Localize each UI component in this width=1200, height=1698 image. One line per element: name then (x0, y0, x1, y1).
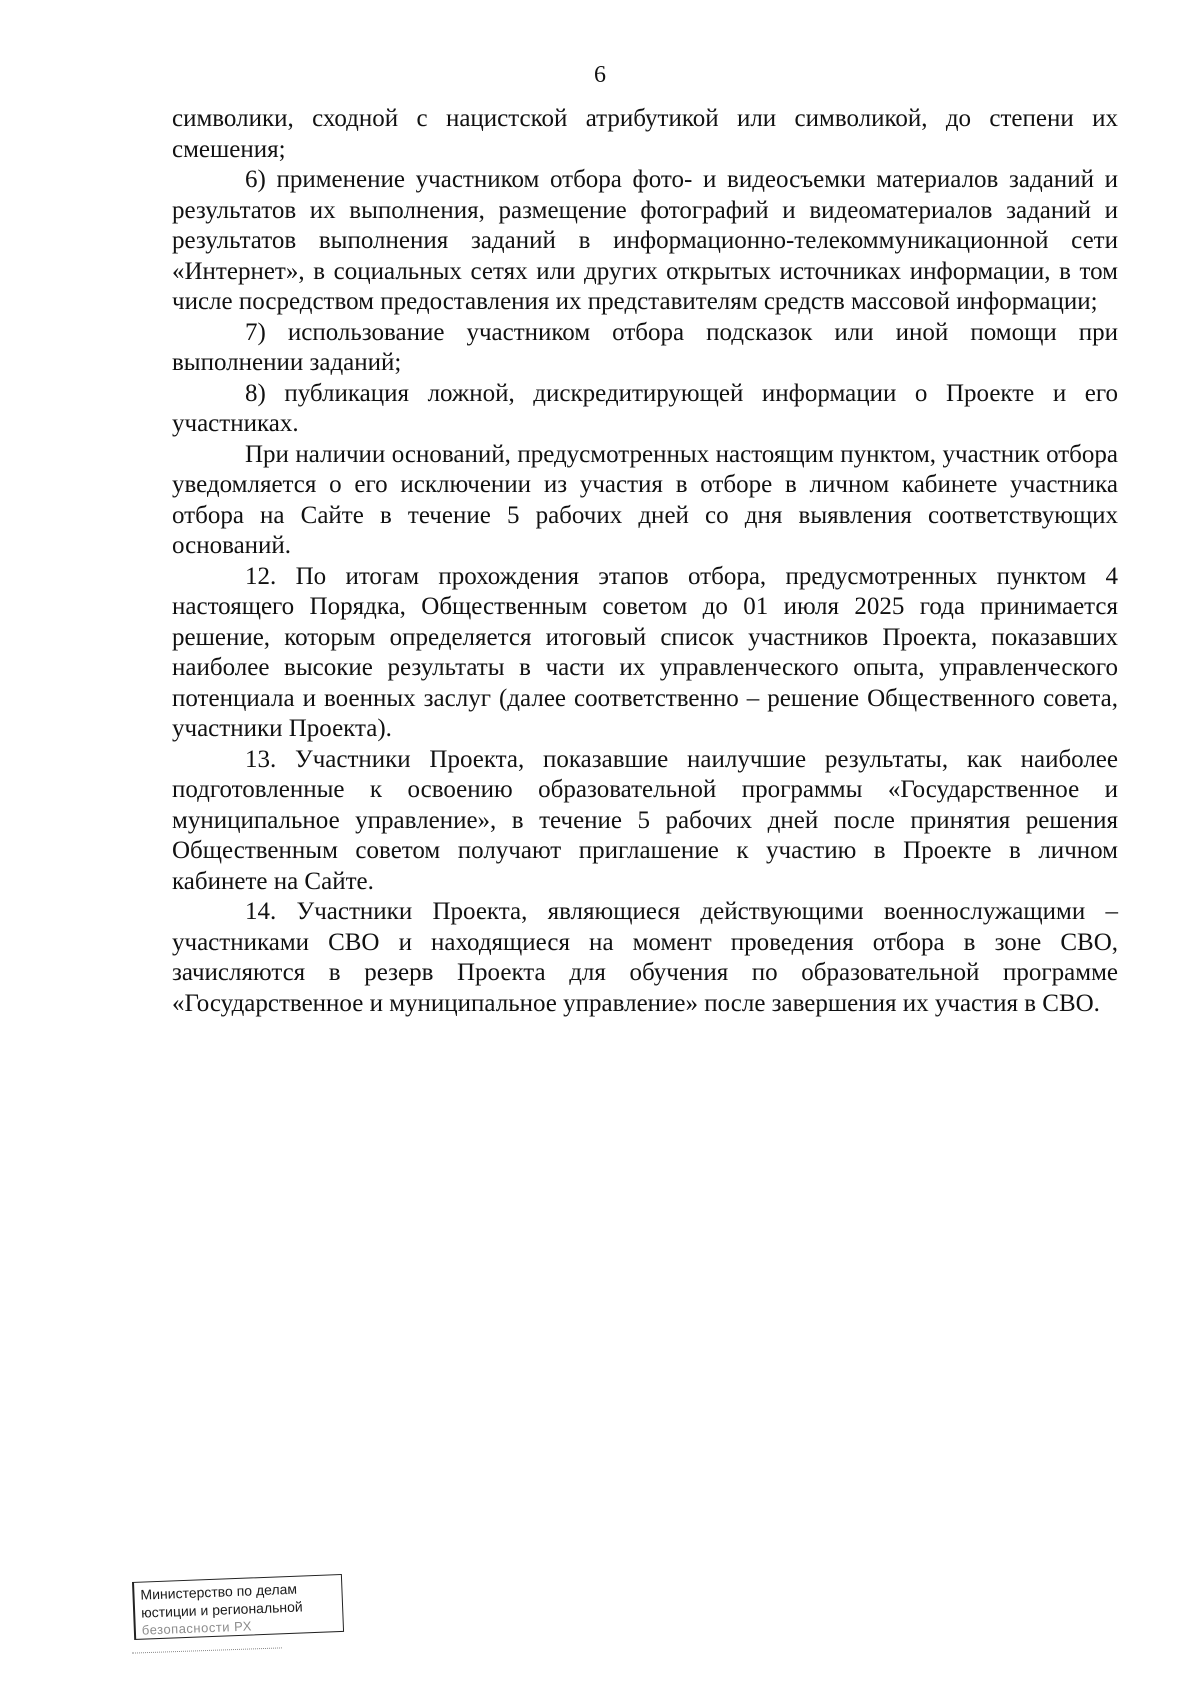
paragraph: 14. Участники Проекта, являющиеся действующими военнослужащими – участниками СВО и находящиеся на момент проведения отбора в зоне СВО, зачисляются в резерв Проекта для обучения по образовательной программе «Государственное и муниципальное управление» после завершения их участия в СВО. (172, 898, 1118, 1017)
stamp-line: безопасности РХ (141, 1618, 253, 1638)
paragraph: 13. Участники Проекта, показавшие наилучшие результаты, как наиболее подготовленные к освоению образовательной программы «Государственное и муниципальное управление», в течение 5 рабочих дней после принятия решения Общественным советом получают приглашение к участию в Проекте в личном кабинете на Сайте. (172, 745, 1118, 895)
paragraph: 6) применение участником отбора фото- и видеосъемки материалов заданий и результатов их выполнения, размещение фотографий и видеоматериалов заданий и результатов выполнения заданий в информационно-телекоммуникационной сети «Интернет», в социальных сетях или других открытых источниках информации, в том числе посредством предоставления их представителям средств массовой информации; (172, 166, 1118, 315)
document-body (172, 104, 1118, 1019)
registration-stamp (132, 1574, 344, 1640)
page-number: 6 (594, 62, 606, 88)
paragraph: 8) публикация ложной, дискредитирующей информации о Проекте и его участниках. (172, 379, 1118, 437)
paragraph: При наличии оснований, предусмотренных настоящим пунктом, участник отбора уведомляется о его исключении из участия в отборе в личном кабинете участника отбора на Сайте в течение 5 рабочих дней со дня выявления соответствующих оснований. (172, 440, 1118, 559)
paragraph: 7) использование участником отбора подсказок или иной помощи при выполнении заданий; (172, 318, 1118, 376)
paragraph: символики, сходной с нацистской атрибутикой или символикой, до степени их смешения; (172, 105, 1118, 163)
stamp-line: Министерство по делам (140, 1580, 298, 1603)
stamp-line: юстиции и региональной (140, 1598, 303, 1621)
stamp-underline (132, 1647, 282, 1653)
paragraph: 12. По итогам прохождения этапов отбора, предусмотренных пунктом 4 настоящего Порядка, Общественным советом до 01 июля 2025 года принимается решение, которым определяется итоговый список участников Проекта, показавших наиболее высокие результаты в части их управленческого опыта, управленческого потенциала и военных заслуг (далее соответственно – решение Общественного совета, участники Проекта). (172, 562, 1118, 742)
